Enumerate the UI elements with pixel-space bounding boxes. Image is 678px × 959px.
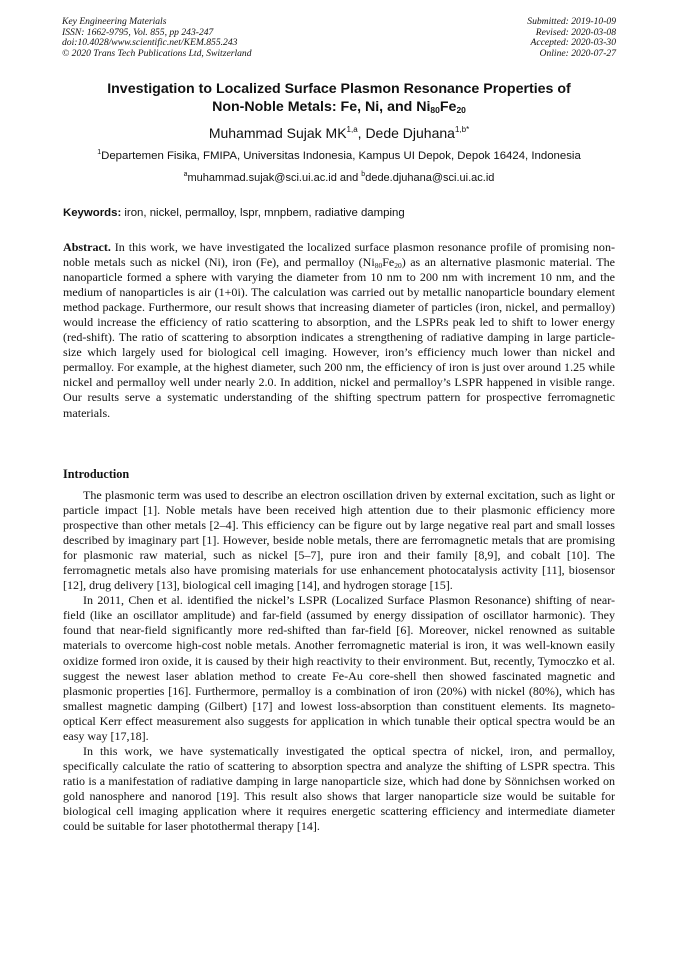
journal-doi: doi:10.4028/www.scientific.net/KEM.855.243 xyxy=(62,37,238,49)
title-line-2-text: Non-Noble Metals: Fe, Ni, and Ni xyxy=(212,99,431,115)
author-2: Dede Djuhana xyxy=(365,125,455,141)
journal-issn: ISSN: 1662-9795, Vol. 855, pp 243-247 xyxy=(62,26,214,38)
journal-info xyxy=(62,17,252,59)
abstract-label: Abstract. xyxy=(63,240,111,254)
introduction-paragraph-1: The plasmonic term was used to describe an electron oscillation driven by external excitation, such as light or particle impact [1]. Noble metals have been received high attention due to their plasmonic efficiency more prospective than other metals [2–4]. This efficiency can be figure out by large negative real part and small losses described by imaginary part [1]. However, beside noble metals, there are ferromagnetic metals that are promising for plasmonic raw material, such as nickel [5–7], pure iron and their family [8,9], and cobalt [10]. The ferromagnetic metals also have promising materials for use enhancement photocatalysis activity [11], biosensor [12], drug delivery [13], biological cell imaging [14], and hydrogen storage [15]. xyxy=(63,488,615,593)
submission-dates xyxy=(527,17,616,59)
abstract xyxy=(63,240,615,421)
abstract-text-1: In this work, we have investigated the localized surface plasmon resonance profile of promising non-noble metals such as nickel (Ni), iron (Fe), and permalloy (Ni xyxy=(63,240,615,270)
author-1-affil: 1,a xyxy=(346,125,358,134)
keywords-label: Keywords: xyxy=(63,207,122,219)
abstract-subscript-20: 20 xyxy=(394,261,402,271)
revised-date: Revised: 2020-03-08 xyxy=(535,26,616,38)
title-fe: Fe xyxy=(439,99,457,115)
email-a[interactable]: muhammad.sujak@sci.ui.ac.id xyxy=(187,172,337,184)
accepted-date: Accepted: 2020-03-30 xyxy=(530,37,616,49)
title-subscript-80: 80 xyxy=(430,105,440,115)
keywords xyxy=(63,206,615,220)
email-mark-a: a xyxy=(183,171,188,178)
keywords-text: iron, nickel, permalloy, lspr, mnpbem, radiative damping xyxy=(121,207,405,219)
introduction-body xyxy=(63,488,615,834)
affiliation xyxy=(40,149,638,163)
online-date: Online: 2020-07-27 xyxy=(539,47,616,59)
submitted-date: Submitted: 2019-10-09 xyxy=(527,16,616,27)
author-1: Muhammad Sujak MK xyxy=(208,125,347,141)
author-emails xyxy=(40,171,638,185)
paper-title xyxy=(40,80,638,116)
abstract-fe: Fe xyxy=(382,255,395,270)
abstract-text-2: ) as an alternative plasmonic material. The nanoparticle formed a sphere with varying the diameter from 10 nm to 200 nm with increment 10 nm, and the medium of nanoparticles is air (1+0i). The calculation was carried out by metallic nanoparticle boundary element method package. Furthermore, our result shows that increasing diameter of particles (iron, nickel, and permalloy) would increase the efficiency of ratio scattering to absorption, and the LSPRs peak led to shift to lower energy (red-shift). The ratio of scattering to absorption indicates a strengthening of radiative damping in large particle-size which largely used for biological cell imaging. However, iron’s efficiency much lower than nickel and permalloy. For example, at the highest diameter, such 200 nm, the efficiency of iron is just over around 1.25 while nickel and permalloy well under nearly 2.0. In addition, nickel and permalloy’s LSPR happened in visible range. Our results serve a systematic understanding of the shifting spectrum pattern for prospective ferromagnetic materials. xyxy=(63,255,615,420)
email-and: and xyxy=(336,172,362,184)
email-b[interactable]: dede.djuhana@sci.ui.ac.id xyxy=(365,172,495,184)
author-separator: , xyxy=(357,125,366,141)
affiliation-text: Departemen Fisika, FMIPA, Universitas Indonesia, Kampus UI Depok, Depok 16424, Indonesia xyxy=(101,150,581,162)
affiliation-mark: 1 xyxy=(97,149,102,156)
author-list xyxy=(40,125,638,142)
email-mark-b: b xyxy=(361,171,366,178)
introduction-heading: Introduction xyxy=(63,467,130,481)
journal-copyright: © 2020 Trans Tech Publications Ltd, Switzerland xyxy=(62,47,252,59)
title-line-1: Investigation to Localized Surface Plasmon Resonance Properties of xyxy=(107,81,571,97)
introduction-paragraph-3: In this work, we have systematically investigated the optical spectra of nickel, iron, and permalloy, specifically calculate the ratio of scattering to absorption spectra and analyze the shifting of LSPR spectra. This ratio is a manifestation of radiative damping in large nanoparticle size, which had done by Sönnichsen worked on gold nanosphere and nanorod [19]. This result also shows that larger nanoparticle size would be suitable for biological cell imaging application where it requires energetic scattering efficiency and intermediate diameter could be suitable for laser photothermal therapy [14]. xyxy=(63,743,615,834)
title-subscript-20: 20 xyxy=(456,105,466,115)
introduction-paragraph-2: In 2011, Chen et al. identified the nickel’s LSPR (Localized Surface Plasmon Resonance) shifting of near-field (like an oscillator amplitude) and far-field (assumed by energy dissipation of oscillator harmonic). They found that near-field significantly more red-shifted than far-field [6]. Moreover, nickel renowned as suitable materials to overcome high-cost noble metals. Another ferromagnetic material is iron, it was well-known easily oxidize formed iron oxide, it is caused by their high reactivity to their environment. But, recently, Tymoczko et al. suggest the newest laser ablation method to create Fe-Au core-shell then showed fascinated magnetic and plasmonic properties [16]. Furthermore, permalloy is a combination of iron (20%) with nickel (80%), which has smallest magnetic damping (Gilbert) [17] and lowest loss-absorption than constituent elements. Its magneto-optical Kerr effect measurement also suggests for application in which tunable their optical spectra would be an easy way [17,18]. xyxy=(63,593,615,743)
abstract-subscript-80: 80 xyxy=(374,261,383,271)
journal-name: Key Engineering Materials xyxy=(62,16,167,27)
title-line-2 xyxy=(40,98,638,116)
author-2-affil: 1,b* xyxy=(454,125,470,134)
